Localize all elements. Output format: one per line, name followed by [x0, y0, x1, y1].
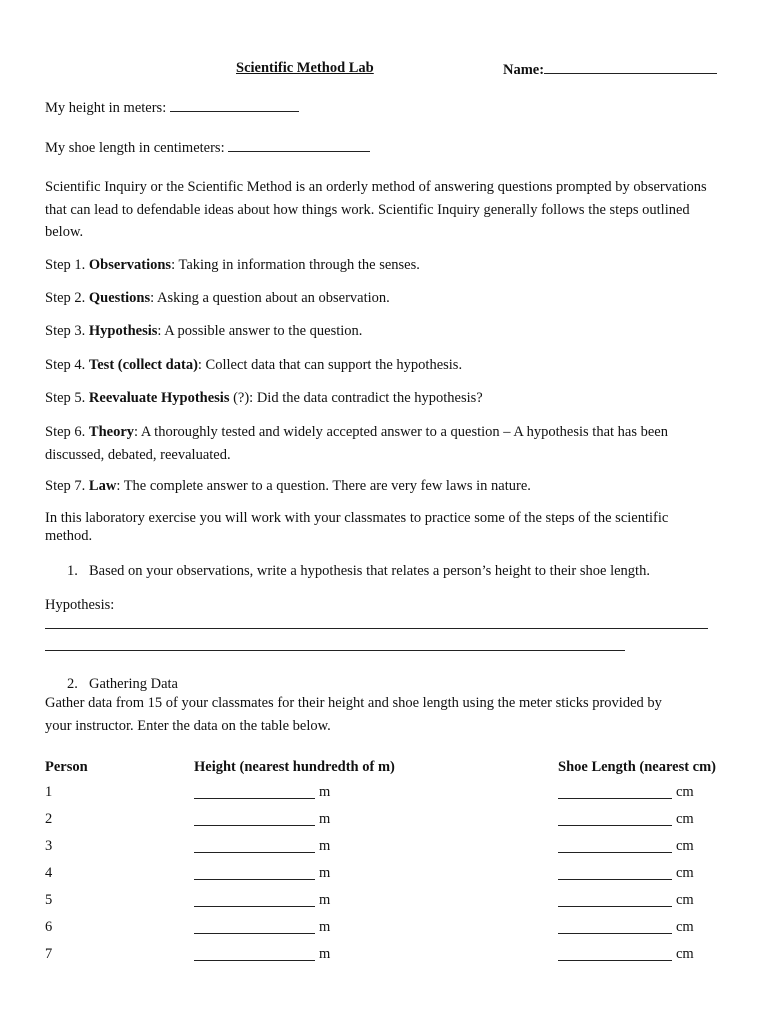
step-term: Questions [88, 290, 151, 306]
hypothesis-label: Hypothesis: [45, 597, 115, 613]
table-row [0, 893, 768, 911]
step-5 [45, 387, 715, 410]
question-2-text: Gathering Data [89, 676, 178, 692]
step-term: Theory [88, 424, 135, 440]
height-unit: m [319, 811, 331, 827]
height-unit: m [319, 838, 331, 854]
person-number: 5 [45, 892, 53, 908]
table-row [0, 866, 768, 884]
height-entry-blank[interactable] [194, 947, 315, 961]
height-entry-blank[interactable] [194, 920, 315, 934]
person-number: 1 [45, 784, 53, 800]
height-unit: m [319, 892, 331, 908]
height-entry-blank[interactable] [194, 839, 315, 853]
height-unit: m [319, 946, 331, 962]
height-unit: m [319, 784, 331, 800]
step-prefix: Step 1. [45, 257, 89, 273]
step-4 [45, 354, 715, 377]
table-row [0, 812, 768, 830]
question-1-number: 1. [67, 563, 78, 579]
shoe-entry-blank[interactable] [558, 785, 672, 799]
page-title: Scientific Method Lab [236, 60, 374, 76]
step-1 [45, 254, 715, 277]
shoe-unit: cm [676, 919, 694, 935]
shoe-label: My shoe length in centimeters: [45, 140, 225, 156]
step-prefix: Step 2. [45, 290, 89, 306]
shoe-field[interactable] [45, 139, 370, 156]
height-unit: m [319, 865, 331, 881]
person-number: 7 [45, 946, 53, 962]
step-term: Law [88, 478, 117, 494]
shoe-entry-blank[interactable] [558, 893, 672, 907]
step-text: : A possible answer to the question. [157, 323, 363, 339]
step-text: : The complete answer to a question. There are very few laws in nature. [116, 478, 531, 494]
shoe-unit: cm [676, 784, 694, 800]
shoe-entry-blank[interactable] [558, 947, 672, 961]
height-entry-blank[interactable] [194, 812, 315, 826]
step-text: : Asking a question about an observation. [150, 290, 390, 306]
shoe-unit: cm [676, 946, 694, 962]
height-entry-blank[interactable] [194, 893, 315, 907]
step-3 [45, 320, 715, 343]
shoe-entry-blank[interactable] [558, 812, 672, 826]
shoe-blank[interactable] [228, 139, 370, 152]
step-prefix: Step 5. [45, 390, 89, 406]
step-text: : Collect data that can support the hypothesis. [197, 357, 463, 373]
height-entry-blank[interactable] [194, 785, 315, 799]
shoe-unit: cm [676, 811, 694, 827]
step-prefix: Step 4. [45, 357, 89, 373]
hypothesis-line-2[interactable] [45, 650, 625, 651]
shoe-entry-blank[interactable] [558, 920, 672, 934]
step-term: Observations [88, 257, 172, 273]
shoe-entry-blank[interactable] [558, 839, 672, 853]
person-number: 2 [45, 811, 53, 827]
column-header-height: Height (nearest hundredth of m) [194, 759, 395, 775]
question-2-number: 2. [67, 676, 78, 692]
person-number: 6 [45, 919, 53, 935]
name-field[interactable] [503, 61, 717, 78]
intro-paragraph: Scientific Inquiry or the Scientific Method is an orderly method of answering questions prompted by observations that can lead to defendable ideas about how things work. Scientific Inquiry generally follows the steps outlined below. [45, 179, 707, 240]
step-2 [45, 287, 715, 310]
step-term: Reevaluate Hypothesis [88, 390, 230, 406]
step-6 [45, 421, 715, 466]
person-number: 4 [45, 865, 53, 881]
height-unit: m [319, 919, 331, 935]
table-row [0, 947, 768, 965]
person-number: 3 [45, 838, 53, 854]
step-7 [45, 475, 715, 498]
height-field[interactable] [45, 99, 299, 116]
question-1-text: Based on your observations, write a hypothesis that relates a person’s height to their shoe length. [89, 563, 650, 579]
shoe-unit: cm [676, 892, 694, 908]
height-label: My height in meters: [45, 100, 167, 116]
name-blank[interactable] [544, 61, 717, 74]
lab-intro: In this laboratory exercise you will work with your classmates to practice some of the steps of the scientific method. [45, 510, 669, 544]
column-header-shoe: Shoe Length (nearest cm) [558, 759, 717, 775]
table-row [0, 785, 768, 803]
table-row [0, 839, 768, 857]
step-prefix: Step 6. [45, 424, 89, 440]
table-row [0, 920, 768, 938]
step-text: : A thoroughly tested and widely accepted answer to a question – A hypothesis that has been discussed, debated, reevaluated. [45, 424, 668, 463]
step-prefix: Step 3. [45, 323, 89, 339]
shoe-unit: cm [676, 838, 694, 854]
step-prefix: Step 7. [45, 478, 89, 494]
step-term: Test (collect data) [88, 357, 198, 373]
gather-instructions: Gather data from 15 of your classmates for their height and shoe length using the meter sticks provided by your instructor. Enter the data on the table below. [45, 695, 662, 734]
height-entry-blank[interactable] [194, 866, 315, 880]
hypothesis-line-1[interactable] [45, 628, 708, 629]
step-term: Hypothesis [88, 323, 158, 339]
step-text: : Taking in information through the senses. [171, 257, 420, 273]
step-text: (?): Did the data contradict the hypothesis? [229, 390, 483, 406]
shoe-unit: cm [676, 865, 694, 881]
column-header-person: Person [45, 759, 88, 775]
shoe-entry-blank[interactable] [558, 866, 672, 880]
height-blank[interactable] [170, 99, 299, 112]
name-label: Name: [503, 62, 545, 78]
